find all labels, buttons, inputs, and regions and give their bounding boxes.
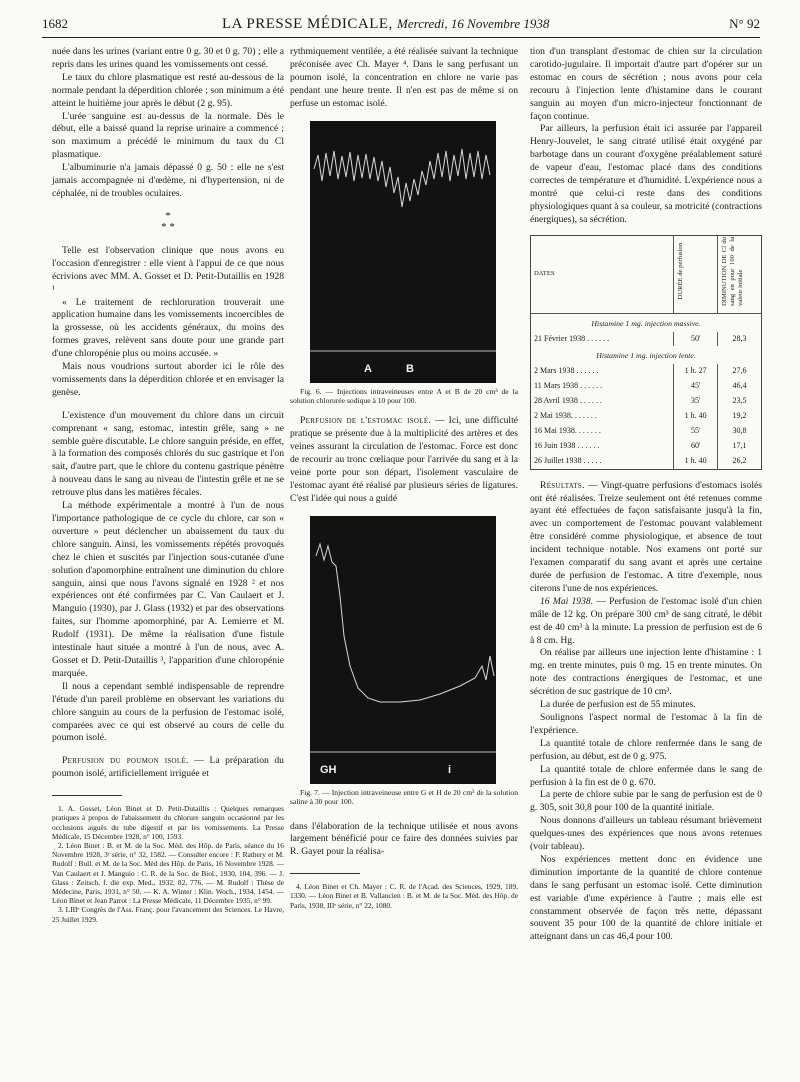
paragraph: Telle est l'observation clinique que nous avons eu l'occasion d'enregistrer : elle vient à l'appui de ce que nous écrivions avec MM. A. Gosset et D. Petit-Dutaillis en 1928 ¹ [52, 244, 284, 295]
section-separator: * * * [161, 209, 175, 233]
footnote: 4. Léon Binet et Ch. Mayer : C. R. de l'Acad. des Sciences, 1929, 189, 1330. — Léon Binet et B. Vallancien : B. et M. de la Soc. Méd. des Hôp. de Paris, 1938, IIIᵉ série, n° 22, 1080. [290, 882, 518, 910]
paragraph: Mais nous voudrions surtout aborder ici le rôle des vomissements dans la déperdition chlorée et en envisager la genèse. [52, 361, 284, 398]
paragraph: La quantité totale de chlore enfermée dans le sang de perfusion à la fin est de 0 g. 670. [530, 763, 762, 788]
table-row [531, 454, 762, 469]
marker-b: B [406, 362, 414, 375]
paragraph: Le taux du chlore plasmatique est resté au-dessous de la normale pendant la déperdition chlorée ; son minimum a été atteint le huitième jour après le début (2 g. 95). [52, 71, 284, 109]
table-cell-diminution: 28,3 [732, 333, 747, 343]
section-paragraph: Perfusion du poumon isolé. — La préparation du poumon isolé, artificiellement irriguée et [52, 755, 284, 780]
figure-7-caption: Fig. 7. — Injection intraveineuse entre G et H de 20 cm³ de la solution saline à 30 pour 100. [290, 787, 518, 807]
paragraph: Soulignons l'aspect normal de l'estomac à la fin de l'expérience. [530, 711, 762, 736]
table-cell-date: 21 Février 1938 . . . . . . [531, 332, 674, 347]
table-cell-date: 26 Juillet 1938 . . . . . [531, 454, 674, 469]
footnote: 2. Léon Binet : B. et M. de la Soc. Méd. des Hôp. de Paris, séance du 16 Novembre 1928, 3ᵉ série, n° 32, 1582. — Consulter encore : F. Rathery et M. Rudolf : Bull. et M. de la Soc. Méd des Hôp. de Paris, 16 Novembre 1928. — Van Caulaert et J. Manguio : C. R. de la Soc. de Biol., 1930, 104, 396. — J. Glass : Zeitsch. f. die exp. Med., 1932, 82, 776. — M. Rudolf : Thèse de Médecine, Paris, 1931, n° 50. — K. A. Winter : Klin. Woch., 1934, 1454. — Léon Binet et Jean Parrot : La Presse Médicale, 11 Décembre 1935, n° 99. [52, 840, 284, 906]
section-heading: Perfusion de l'estomac isolé. [300, 415, 432, 427]
marker-i: i [448, 763, 452, 776]
figure-6-caption: Fig. 6. — Injections intraveineuses entre A et B de 20 cm³ de la solution chlorurée sodique à 10 pour 100. [290, 386, 518, 405]
page-header [42, 14, 760, 38]
footnotes [52, 804, 284, 924]
marker-a: A [364, 362, 372, 375]
footnote-rule [52, 795, 122, 796]
table-section: Histamine 1 mg. injection lente. [596, 351, 696, 361]
journal-title: LA PRESSE MÉDICALE, Mercredi, 16 Novembre 1938 [222, 16, 550, 32]
table-row [531, 379, 762, 394]
table-cell-diminution: 27,6 [732, 366, 747, 376]
table-cell-diminution: 19,2 [732, 411, 747, 421]
paragraph: L'existence d'un mouvement du chlore dans un circuit comprenant « sang, estomac, intestin grêle, sang » ne semble guère discutable. Le chlore sanguin préside, en effet, à la formation des composés chlorés du suc gastrique et l'on sait, d'autre part, que le chlore du contenu gastrique pénètre à nouveau dans le sang au niveau de l'intestin grêle et ne se retrouve plus dans les matières fécales. [52, 409, 284, 499]
table-cell-duree: 60' [674, 439, 718, 454]
table-row [531, 409, 762, 424]
table-cell-diminution: 46,4 [732, 381, 747, 391]
footnote: 3. LIIIᵉ Congrès de l'Ass. Franç. pour l'avancement des Sciences. Le Havre, 25 Juillet 1929. [52, 905, 284, 924]
table-cell-diminution: 30,8 [732, 425, 747, 435]
results-table [530, 235, 762, 470]
column-middle [290, 46, 518, 910]
table-cell-duree: 45' [674, 379, 718, 394]
table-section: Histamine 1 mg. injection massive. [591, 318, 701, 328]
figure-6-kymograph [310, 121, 496, 383]
paragraph: Il nous a cependant semblé indispensable de reprendre l'étude d'un pareil problème en observant les variations du chlore sanguin au cours de la perfusion de l'estomac isolé, comparées avec ce qui est observé au cours de celle du poumon isolé. [52, 680, 284, 744]
table-header-diminution: DIMINUTION DE Cl du sang en pour 100 de la valeur initiale [721, 236, 745, 306]
paragraph: nuée dans les urines (variant entre 0 g. 30 et 0 g. 70) ; elle a repris dans les urines quand les vomissements ont cessé. [52, 46, 284, 70]
paragraph: tion d'un transplant d'estomac de chien sur la circulation carotido-jugulaire. Il importait d'autre part d'opérer sur un estomac en cours de sécrétion ; nous avons pour cela recouru à l'injection lente d'histamine dans le courant sanguin au moyen d'un micro-injecteur fonctionnant de façon continue. [530, 46, 762, 122]
quotation: « Le traitement de rechloruration trouverait une application humaine dans les vomissements incoercibles de la grossesse, où les accidents généraux, du moins des formes graves, relèvent sans doute pour une grande part d'une chloropénie plus ou moins accusée. » [52, 296, 284, 360]
table-cell-diminution: 23,5 [732, 396, 747, 406]
issue-number: N° 92 [729, 16, 760, 31]
table-cell-date: 2 Mai 1938. . . . . . . [531, 409, 674, 424]
paragraph: L'albuminurie n'a jamais dépassé 0 g. 50 : elle ne s'est jamais accompagnée ni d'œdème, ni d'hypertension, ni de céphalée, ni de troubles oculaires. [52, 162, 284, 199]
table-cell-date: 16 Mai 1938. . . . . . . [531, 424, 674, 439]
paragraph: Par ailleurs, la perfusion était ici assurée par l'appareil Henry-Jouvelet, le sang citraté utilisé était oxygéné par barbotage dans un courant d'oxygène préalablement saturé de vapeur d'eau, l'estomac placé dans des conditions correctes de température et d'humidité. L'expérience nous a montré que celui-ci reste dans des conditions physiologiques quant à sa couleur, sa motricité (contractions énergiques), sa sécrétion. [530, 123, 762, 225]
table-cell-date: 11 Mars 1938 . . . . . . [531, 379, 674, 394]
footnote-rule [290, 873, 360, 874]
paragraph: On réalise par ailleurs une injection lente d'histamine : 1 mg. en trente minutes, puis 0 mg. 15 en trente minutes. On note des contractions énergiques de l'estomac, et une sécrétion de suc gastrique de 10 cm³. [530, 647, 762, 698]
issue-date: Mercredi, 16 Novembre 1938 [397, 16, 550, 31]
footnote: 1. A. Gosset, Léon Binet et D. Petit-Dutaillis : Quelques remarques pratiques à propos de l'abaissement du chlorure sanguin occasionné par les occlusions aiguës du tube digestif et par les vomissements. La Presse Médicale, 15 Décembre 1928, n° 100, 1593. [52, 804, 284, 841]
section-paragraph: Perfusion de l'estomac isolé. — Ici, une difficulté pratique se présente due à la multiplicité des artères et des veines assurant la circulation de l'estomac. Force est donc de recourir au tronc cœliaque pour l'arrivée du sang et à la veine porte pour son départ, l'isolement vasculaire de l'estomac ayant été réalisé par plusieurs séries de ligatures. C'est l'idée qui nous a guidé [290, 415, 518, 504]
paragraph: La perte de chlore subie par le sang de perfusion est de 0 g. 305, soit 30,8 pour 100 de la quantité initiale. [530, 789, 762, 814]
paragraph: 16 Mai 1938. — Perfusion de l'estomac isolé d'un chien mâle de 12 kg. On prépare 300 cm³ de sang citraté, le débit est de 40 cm³ à la minute. La pression de perfusion est de 6 à 8 cm. Hg. [530, 595, 762, 646]
paragraph: La durée de perfusion est de 55 minutes. [540, 699, 696, 711]
section-heading: Perfusion du poumon isolé. [62, 755, 189, 767]
table-header-dates: DATES [531, 235, 674, 313]
table-cell-date: 2 Mars 1938 . . . . . . [531, 364, 674, 379]
experiment-date: 16 Mai 1938. [540, 595, 594, 607]
paragraph: dans l'élaboration de la technique utilisée et nous avons largement bénéficié pour ce faire des données suivies par R. Gayet pour la réalisa- [290, 820, 518, 858]
kymograph-trace-7 [310, 516, 496, 784]
table-cell-date: 16 Juin 1938 . . . . . . [531, 439, 674, 454]
table-cell-diminution: 26,2 [732, 455, 747, 465]
paragraph: rythmiquement ventilée, a été réalisée suivant la technique préconisée avec Ch. Mayer ⁴. Dans le sang perfusant un poumon isolé, la concentration en chlore ne varie pas pendant une heure trente. Il n'en est pas de même si on perfuse un estomac isolé. [290, 46, 518, 109]
table-header-duree: DURÉE de perfusion [677, 242, 685, 300]
table-row [531, 394, 762, 409]
table-row [531, 439, 762, 454]
table-cell-diminution: 17,1 [732, 440, 747, 450]
kymograph-trace-6 [310, 121, 496, 383]
page-number: 1682 [42, 16, 68, 31]
paragraph: Nous donnons d'ailleurs un tableau résumant brièvement quelques-unes des expériences que nous avons retenues (voir tableau). [530, 815, 762, 853]
table-cell-duree: 50' [674, 332, 718, 347]
table-row [531, 332, 762, 347]
paragraph: Nos expériences mettent donc en évidence une diminution importante de la quantité de chlore contenue dans le sang perfusant un estomac isolé. Cette diminution est variable d'une expérience à l'autre ; mais elle est constamment observée de façon très nette, dépassant souvent 35 pour 100 de la quantité de chlore initiale et atteignant dans un cas 46,4 pour 100. [530, 853, 762, 943]
figure-7-kymograph [310, 516, 496, 784]
table-cell-date: 28 Avril 1938 . . . . . . [531, 394, 674, 409]
table-row [531, 364, 762, 379]
column-right [530, 46, 762, 944]
table-cell-duree: 55' [674, 424, 718, 439]
table-cell-duree: 1 h. 27 [674, 364, 718, 379]
section-paragraph: Résultats. — Vingt-quatre perfusions d'estomacs isolés ont été réalisées. Treize seulement ont été retenues comme ayant été effectuées de façon satisfaisante jusqu'à la fin, avec un comportement de l'estomac pouvant valablement être considéré comme physiologique, et absence de tout incident technique notable. Nos examens ont porté sur l'examen comparatif du sang avant et après une certaine durée de perfusion de l'estomac. A titre d'exemple, nous citerons l'une de nos expériences. [530, 479, 762, 594]
section-heading: Résultats. [540, 479, 585, 491]
column-left [52, 46, 284, 924]
paragraph: La méthode expérimentale a montré à l'un de nous l'importance pathologique de ce cycle du chlore, car son « ouverture » peut déclencher un abaissement du taux du chlore sanguin. Ainsi, les vomissements répétés provoqués chez le chien et suscités par l'injection sous-cutanée d'une solution d'apomorphine entraînent une diminution du chlore sanguin, ainsi que nous l'avons signalé en 1928 ² et nos expériences ont été confirmées par C. Van Caulaert et J. Manguio (1930), par J. Glass (1932) et par des observations faites, sur l'homme apomorphiné, par A. Lemierre et M. Rudolf (1931). De même la réalisation d'une fistule intestinale haut située a montré à l'un de nous, avec A. Gosset et D. Petit-Dutaillis ³, l'apparition d'une chloropénie marquée. [52, 500, 284, 679]
table-cell-duree: 1 h. 40 [674, 409, 718, 424]
table-cell-duree: 35' [674, 394, 718, 409]
table-row [531, 424, 762, 439]
marker-gh: GH [320, 763, 337, 776]
footnotes [290, 882, 518, 910]
paragraph: L'urée sanguine est au-dessus de la normale. Dès le début, elle a baissé quand la reprise urinaire a commencé ; son maximum a précédé le minimum du taux du Cl plasmatique. [52, 110, 284, 161]
paragraph: La quantité totale de chlore renfermée dans le sang de perfusion, au début, est de 0 g. 975. [530, 737, 762, 762]
table-cell-duree: 1 h. 40 [674, 454, 718, 469]
